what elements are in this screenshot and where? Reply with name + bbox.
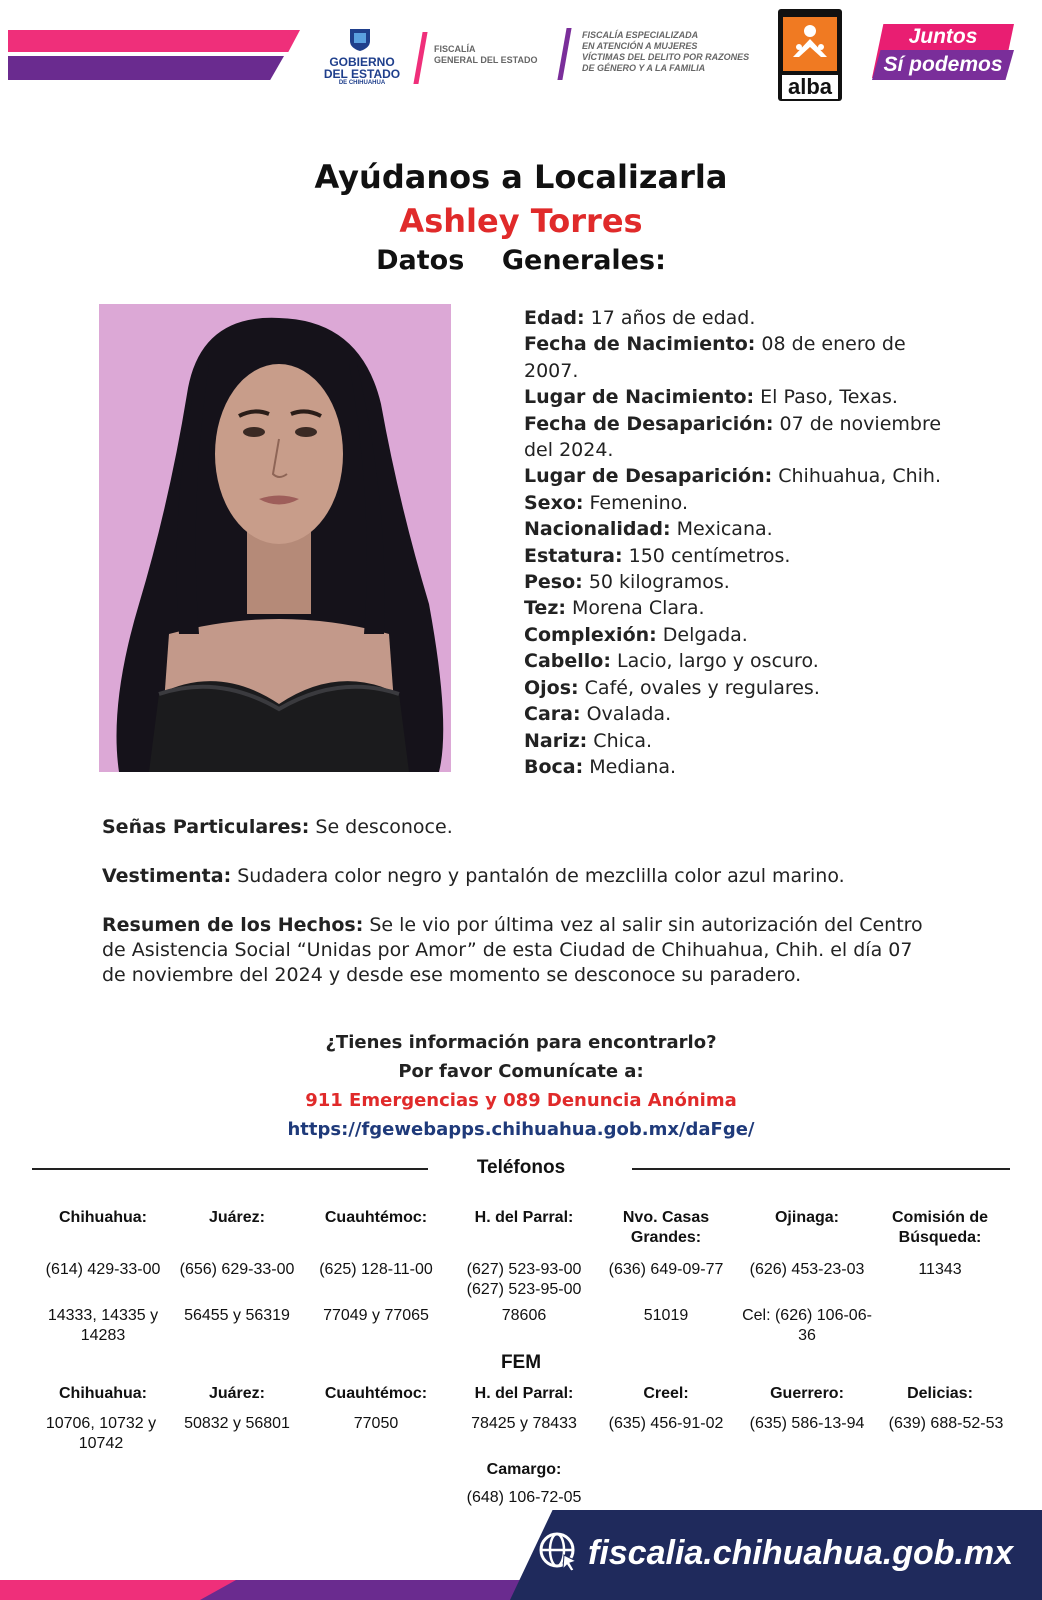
datos-label: Sexo:	[524, 491, 584, 514]
header-divider	[413, 32, 427, 84]
datos-label: Complexión:	[524, 623, 657, 646]
header-stripe-purple	[8, 56, 284, 80]
datos-label: Fecha de Desaparición:	[524, 412, 774, 435]
alba-logo-square	[783, 17, 837, 71]
page-title: Ayúdanos a Localizarla	[314, 158, 728, 196]
datos-label: Ojos:	[524, 676, 579, 699]
tel-value: 11343	[918, 1261, 962, 1278]
datos-label: Peso:	[524, 571, 583, 594]
fem-value: (639) 688-52-53	[888, 1415, 1004, 1432]
fe-line: EN ATENCIÓN A MUJERES	[582, 41, 698, 51]
fiscalia-line-2: GENERAL DEL ESTADO	[434, 55, 538, 65]
telefonos-heading: Teléfonos	[476, 1157, 566, 1178]
datos-label: Nariz:	[524, 729, 588, 752]
datos-value: Morena Clara.	[565, 597, 705, 620]
fiscalia-logo-text	[434, 44, 538, 66]
datos-label: Edad:	[524, 307, 585, 329]
datos-value: Mediana.	[583, 755, 677, 778]
resumen-hechos	[102, 913, 932, 988]
datos-value: Chica.	[587, 729, 653, 752]
fem-col-header: Delicias:	[907, 1385, 973, 1402]
header-stripe-pink	[8, 30, 300, 52]
person-portrait-image	[99, 304, 451, 772]
tel-col-header: H. del Parral:	[474, 1209, 574, 1226]
tel-value: (627) 523-93-00 (627) 523-95-00	[466, 1261, 582, 1298]
datos-value: Delgada.	[656, 623, 748, 646]
fem-col-header: Guerrero:	[770, 1385, 844, 1402]
tel-extension: 78606	[501, 1307, 547, 1324]
datos-label: Tez:	[524, 597, 566, 620]
gobierno-shield-icon	[349, 28, 371, 52]
datos-row-estatura	[524, 543, 964, 569]
datos-row-fecha-nacimiento	[524, 331, 964, 384]
senas-label: Señas Particulares:	[102, 816, 310, 838]
gobierno-sub: DE CHIHUAHUA	[338, 80, 386, 86]
contact-question: ¿Tienes información para encontrarlo?	[325, 1032, 717, 1053]
contact-prompt: Por favor Comunícate a:	[398, 1061, 644, 1082]
person-photo	[99, 304, 451, 772]
datos-value: 50 kilogramos.	[582, 571, 730, 594]
fe-line: VÍCTIMAS DEL DELITO POR RAZONES	[582, 52, 750, 62]
datos-row-sexo	[524, 490, 964, 516]
datos-row-fecha-desaparicion	[524, 411, 964, 464]
tel-col-header: Cuauhtémoc:	[324, 1209, 428, 1226]
tel-col-header: Nvo. Casas Grandes:	[622, 1209, 710, 1246]
datos-row-lugar-desaparicion	[524, 463, 964, 489]
tel-extension: 56455 y 56319	[184, 1307, 290, 1324]
footer-website[interactable]: fiscalia.chihuahua.gob.mx	[588, 1534, 1014, 1572]
datos-value: Lacio, largo y oscuro.	[610, 650, 819, 673]
fem-value: (635) 456-91-02	[608, 1415, 724, 1432]
globe-cursor-icon	[538, 1531, 580, 1573]
datos-label: Cabello:	[524, 650, 611, 673]
emergency-numbers: 911 Emergencias y 089 Denuncia Anónima	[305, 1090, 737, 1111]
datos-value: El Paso, Texas.	[754, 386, 898, 409]
section-heading: Datos Generales:	[376, 245, 666, 276]
header-divider	[557, 28, 571, 80]
datos-label: Boca:	[524, 755, 584, 778]
datos-value: Café, ovales y regulares.	[578, 676, 820, 699]
gobierno-line-2: DEL ESTADO	[323, 67, 401, 81]
datos-value: Ovalada.	[580, 703, 672, 726]
datos-label: Estatura:	[524, 544, 623, 567]
datos-generales-list	[524, 305, 964, 780]
resumen-value: Se le vio por última vez al salir sin autorización del Centro de Asistencia Social “Unidas por Amor” de esta Ciudad de Chihuahua, Chih. el día 07 de noviembre del 2024 y desde ese momento se desconoce su paradero.	[102, 914, 923, 986]
fiscalia-line-1: FISCALÍA	[434, 44, 476, 54]
tel-extension: 14333, 14335 y 14283	[47, 1307, 159, 1344]
tel-value: (625) 128-11-00	[319, 1261, 433, 1278]
senas-value: Se desconoce.	[309, 816, 453, 838]
fiscalia-especializada-text	[582, 30, 749, 74]
juntos-line-1: Juntos	[908, 25, 978, 48]
fem-heading: FEM	[500, 1352, 542, 1373]
datos-row-cara	[524, 701, 964, 727]
fem-value: 10706, 10732 y 10742	[45, 1415, 157, 1452]
datos-row-ojos	[524, 675, 964, 701]
fem-camargo-value: (648) 106-72-05	[466, 1489, 582, 1506]
datos-value: Femenino.	[583, 491, 688, 514]
fem-value: 78425 y 78433	[471, 1415, 577, 1432]
fe-line: DE GÉNERO Y A LA FAMILIA	[582, 63, 706, 73]
datos-row-complexion	[524, 622, 964, 648]
alba-figures-icon	[783, 17, 837, 71]
datos-value: 07 de noviembre del 2024.	[524, 412, 942, 462]
tel-col-header: Juárez:	[208, 1209, 266, 1226]
fe-line: FISCALÍA ESPECIALIZADA	[582, 30, 699, 40]
datos-value: Mexicana.	[670, 518, 773, 541]
alba-logo	[778, 9, 842, 101]
datos-row-cabello	[524, 648, 964, 674]
tel-extension: Cel: (626) 106-06-36	[742, 1307, 872, 1344]
fem-value: 50832 y 56801	[184, 1415, 290, 1432]
datos-label: Fecha de Nacimiento:	[524, 333, 756, 356]
vestimenta-label: Vestimenta:	[102, 865, 232, 887]
tel-value: (636) 649-09-77	[608, 1261, 724, 1278]
fem-col-header: Creel:	[643, 1385, 689, 1402]
tel-extension: 51019	[643, 1307, 689, 1324]
alba-label: alba	[782, 75, 838, 99]
fem-col-header: Juárez:	[208, 1385, 266, 1402]
vestimenta	[102, 864, 932, 889]
datos-label: Nacionalidad:	[524, 518, 671, 541]
vestimenta-value: Sudadera color negro y pantalón de mezclilla color azul marino.	[231, 865, 845, 887]
datos-label: Lugar de Desaparición:	[524, 465, 773, 488]
fem-col-header: Cuauhtémoc:	[324, 1385, 428, 1402]
datos-label: Lugar de Nacimiento:	[524, 386, 755, 409]
tel-col-header: Chihuahua:	[59, 1209, 147, 1226]
datos-row-boca	[524, 754, 964, 780]
juntos-line-2: Sí podemos	[883, 53, 1003, 76]
datos-row-edad	[524, 305, 964, 331]
datos-value: 17 años de edad.	[584, 307, 756, 329]
fem-value: 77050	[353, 1415, 399, 1432]
tel-col-header: Ojinaga:	[774, 1209, 839, 1226]
datos-row-nariz	[524, 728, 964, 754]
datos-row-nacionalidad	[524, 516, 964, 542]
senas-particulares	[102, 815, 932, 840]
denuncia-link[interactable]: https://fgewebapps.chihuahua.gob.mx/daFge/	[287, 1119, 755, 1140]
datos-value: Chihuahua, Chih.	[772, 465, 942, 488]
fem-value: (635) 586-13-94	[749, 1415, 865, 1432]
gobierno-logo-text	[318, 56, 406, 80]
tel-extension: 77049 y 77065	[323, 1307, 429, 1324]
gobierno-line-1: GOBIERNO	[329, 55, 395, 69]
fem-col-header: Chihuahua:	[59, 1385, 147, 1402]
datos-label: Cara:	[524, 703, 581, 726]
datos-row-lugar-nacimiento	[524, 384, 964, 410]
datos-value: 150 centímetros.	[622, 544, 791, 567]
datos-row-tez	[524, 595, 964, 621]
fem-camargo-header: Camargo:	[486, 1461, 562, 1478]
fem-col-header: H. del Parral:	[474, 1385, 574, 1402]
tel-value: (626) 453-23-03	[749, 1261, 865, 1278]
datos-value: 08 de enero de 2007.	[524, 333, 906, 382]
resumen-label: Resumen de los Hechos:	[102, 914, 364, 936]
datos-row-peso	[524, 569, 964, 595]
tel-col-header: Comisión de Búsqueda:	[891, 1209, 988, 1246]
tel-value: (656) 629-33-00	[179, 1261, 295, 1278]
tel-value: (614) 429-33-00	[45, 1261, 161, 1278]
person-name: Ashley Torres	[399, 202, 643, 240]
footer-stripe-purple	[200, 1580, 560, 1600]
